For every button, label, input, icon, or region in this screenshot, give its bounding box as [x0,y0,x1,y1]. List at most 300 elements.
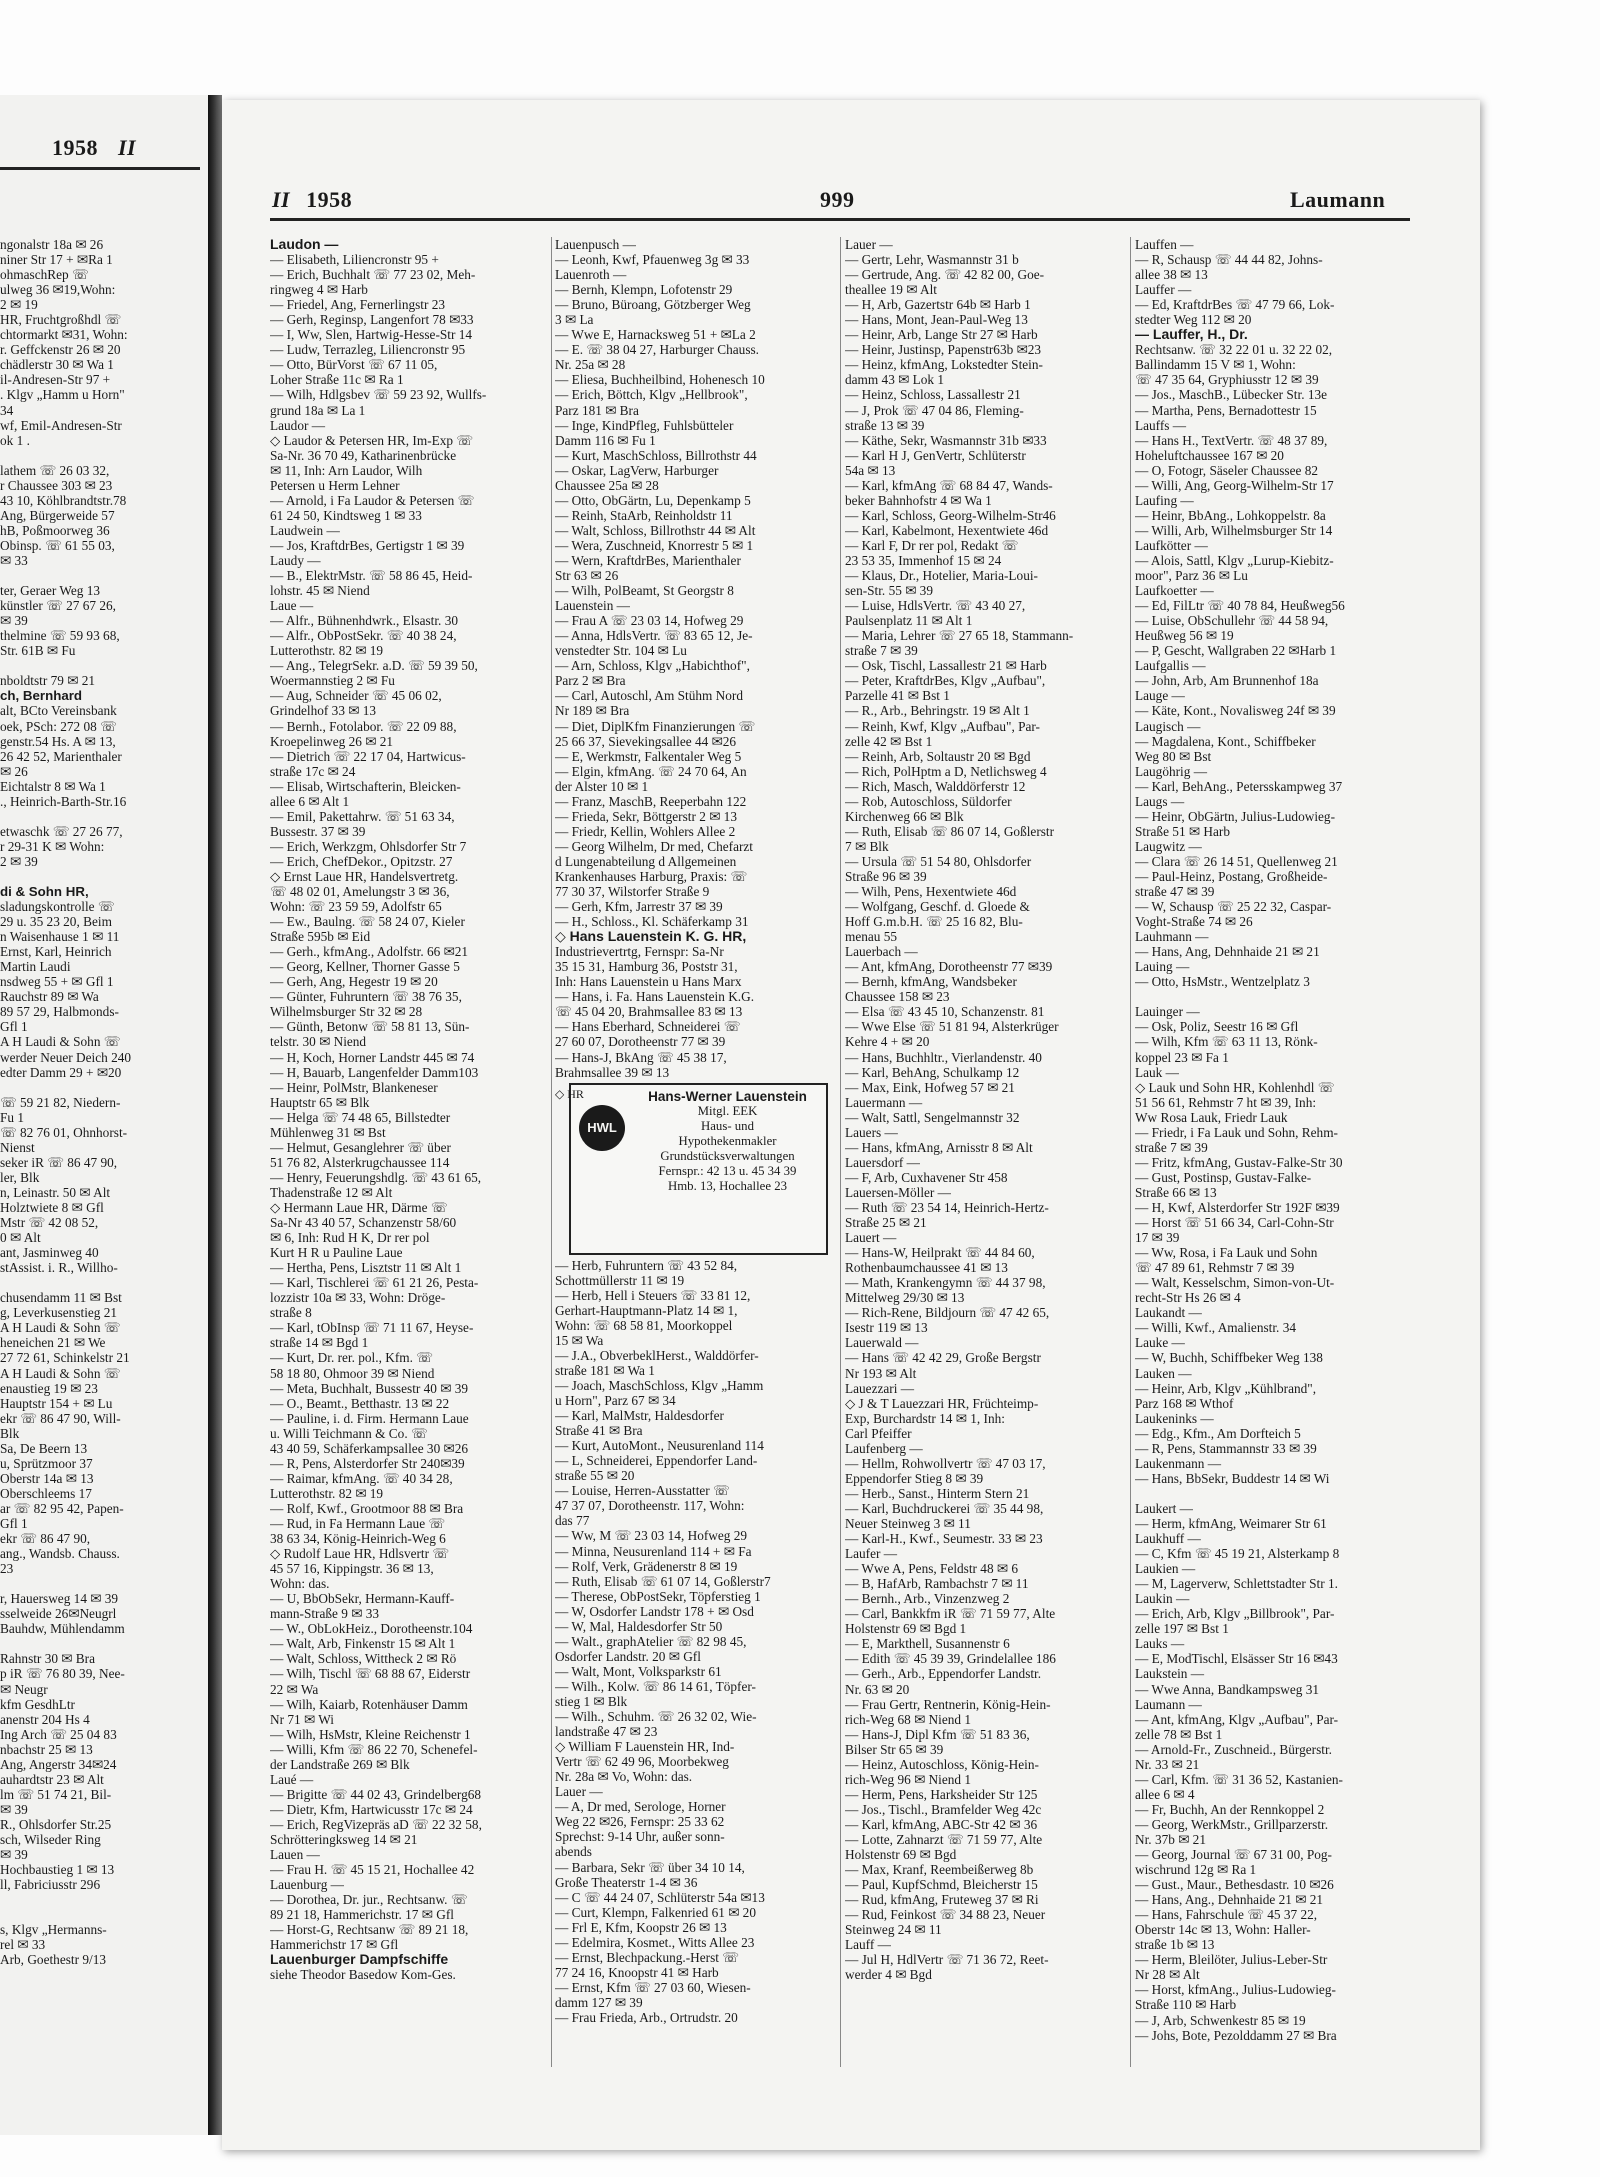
directory-entry: Martin Laudi [0,959,71,975]
directory-entry: — Horst, kfmAng., Julius-Ludowieg- [1135,1982,1336,1998]
directory-heading: di & Sohn HR, [0,884,89,900]
directory-entry: ok 1 . [0,432,30,448]
directory-column-4 [1135,237,1415,2043]
directory-entry: ringweg 4 ✉ Harb [270,282,368,298]
directory-entry: — Rob, Autoschloss, Süldorfer [845,793,1012,809]
directory-entry: 38 63 34, König-Heinrich-Weg 6 [270,1531,446,1547]
directory-entry: r Chaussee 303 ✉ 23 [0,477,113,493]
directory-column-2 [555,237,838,2025]
directory-entry: Lauersen-Möller — [845,1184,951,1200]
directory-entry: — Helga ☏ 74 48 65, Billstedter [270,1109,451,1125]
directory-entry: — Karl, Buchdruckerei ☏ 35 44 98, [845,1500,1044,1516]
directory-entry: Mittelweg 29/30 ✉ 13 [845,1290,965,1306]
directory-entry: straße 14 ✉ Bgd 1 [270,1335,369,1351]
directory-entry: Lauermann — [845,1094,923,1110]
directory-entry: — E, Werkmstr, Falkentaler Weg 5 [555,748,742,764]
directory-entry: — Dietrich ☏ 22 17 04, Hartwicus- [270,748,466,764]
directory-entry: der Landstraße 269 ✉ Blk [270,1756,410,1772]
directory-entry: — Hans-W, Heilprakt ☏ 44 84 60, [845,1245,1035,1261]
directory-entry: — Hans, Fahrschule ☏ 45 37 22, [1135,1907,1318,1923]
directory-entry: — Rich, PolHptm a D, Netlichsweg 4 [845,763,1047,779]
directory-entry: Holstenstr 69 ✉ Bgd 1 [845,1621,967,1637]
directory-entry: — Heinr, Justinsp, Papenstr63b ✉23 [845,342,1042,358]
directory-entry: — Wilh, Tischl ☏ 68 88 67, Eiderstr [270,1666,471,1682]
directory-entry: — F, Arb, Cuxhavener Str 458 [845,1169,1008,1185]
directory-entry: — H, Koch, Horner Landstr 445 ✉ 74 [270,1049,475,1065]
directory-entry: Große Theaterstr 1-4 ✉ 36 [555,1874,698,1890]
directory-entry: Kroepelinweg 26 ✉ 21 [270,733,394,749]
directory-entry: Mstr ☏ 42 08 52, [0,1215,99,1231]
directory-entry: — Willi, Kfm ☏ 86 22 70, Schenefel- [270,1741,478,1757]
directory-entry: — Frau Frieda, Arb., Ortrudstr. 20 [555,2009,738,2025]
directory-entry: 17 ✉ 39 [1135,1230,1180,1246]
directory-entry: — Hans, Buchhltr., Vierlandenstr. 40 [845,1049,1042,1065]
left-page-header [52,135,136,161]
directory-entry: — B, HafArb, Rambachstr 7 ✉ 11 [845,1576,1029,1592]
directory-entry: — W., ObLokHeiz., Dorotheenstr.104 [270,1621,473,1637]
directory-entry: — Carl, Bankkfm iR ☏ 71 59 77, Alte [845,1606,1056,1622]
header-volume: II [272,187,291,212]
directory-entry: — Barbara, Sekr ☏ über 34 10 14, [555,1859,745,1875]
directory-entry: Lauffs — [1135,417,1187,433]
directory-entry: n, Leinastr. 50 ✉ Alt [0,1184,111,1200]
directory-entry: ◇ Hermann Laue HR, Därme ☏ [270,1200,448,1215]
directory-entry: — Diet, DiplKfm Finanzierungen ☏ [555,718,756,734]
directory-entry: — R., Arb., Behringstr. 19 ✉ Alt 1 [845,703,1030,719]
directory-entry: anenstr 204 Hs 4 [0,1711,90,1727]
directory-entry: — Friedr, i Fa Lauk und Sohn, Rehm- [1135,1124,1338,1140]
directory-entry: Lauge — [1135,688,1185,704]
directory-entry: Nr 71 ✉ Wi [270,1711,334,1727]
directory-entry: — Otto, ObGärtn, Lu, Depenkamp 5 [555,492,751,508]
directory-entry: — Karl, BehAng., Petersskampweg 37 [1135,778,1343,794]
directory-entry [0,1907,205,1922]
directory-entry: Eppendorfer Stieg 8 ✉ 39 [845,1470,984,1486]
directory-entry: — Horst-G, Rechtsanw ☏ 89 21 18, [270,1922,469,1938]
directory-entry: 23 53 35, Immenhof 15 ✉ 24 [845,552,1002,568]
directory-entry: 22 ✉ Wa [270,1681,319,1697]
directory-entry: straße 1b ✉ 13 [1135,1937,1215,1953]
directory-entry: Thadenstraße 12 ✉ Alt [270,1184,393,1200]
left-header-rule [0,167,200,170]
directory-entry: ter, Geraer Weg 13 [0,583,101,599]
directory-entry: — Maria, Lehrer ☏ 27 65 18, Stammann- [845,628,1074,644]
directory-entry: ☏ 47 89 61, Rehmstr 7 ✉ 39 [1135,1260,1295,1276]
directory-entry: Sa-Nr. 36 70 49, Katharinenbrücke [270,447,457,463]
directory-entry: Blk [0,1425,20,1441]
directory-entry: Lauenstein — [555,598,630,614]
directory-entry: — U, BbObSekr, Hermann-Kauff- [270,1591,455,1607]
directory-entry: — Frau A ☏ 23 03 14, Hofweg 29 [555,613,744,629]
directory-entry: hB, Poßmoorweg 36 [0,522,110,538]
directory-entry: — Kurt, Dr. rer. pol., Kfm. ☏ [270,1350,433,1366]
directory-entry: Lauenburg — [270,1877,344,1893]
directory-entry: grund 18a ✉ La 1 [270,402,366,418]
directory-entry: etwaschk ☏ 27 26 77, [0,823,123,839]
directory-entry: seker iR ☏ 86 47 90, [0,1154,118,1170]
directory-entry: — Gertr, Lehr, Wasmannstr 31 b [845,252,1019,268]
directory-entry: — Walt., graphAtelier ☏ 82 98 45, [555,1633,747,1649]
directory-entry: ◇ Lauk und Sohn HR, Kohlenhdl ☏ [1135,1079,1335,1095]
directory-entry: — Herb., Sanst., Hinterm Stern 21 [845,1485,1030,1501]
directory-entry: ✉ 6, Inh: Rud H K, Dr rer pol [270,1230,430,1246]
directory-entry: — Ludw, Terrazleg, Liliencronstr 95 [270,342,466,358]
directory-entry: — Hertha, Pens, Lisztstr 11 ✉ Alt 1 [270,1260,462,1276]
directory-entry: Laukert — [1135,1500,1193,1516]
directory-entry: chtormarkt ✉31, Wohn: [0,327,128,343]
directory-entry: heneichen 21 ✉ We [0,1335,106,1351]
directory-entry: — Oskar, LagVerw, Harburger [555,462,719,478]
directory-entry: Lauffer — [1135,282,1192,298]
directory-entry: ✉ 39 [0,613,28,629]
directory-entry: — Gerh., kfmAng., Adolfstr. 66 ✉21 [270,944,469,960]
directory-entry: — Jos., MaschB., Lübecker Str. 13e [1135,387,1328,403]
directory-entry: — Elgin, kfmAng. ☏ 24 70 64, An [555,763,747,779]
directory-entry: — H., Schloss., Kl. Schäferkamp 31 [555,914,749,930]
directory-entry: Nr. 33 ✉ 21 [1135,1756,1200,1772]
directory-entry: Lauffen — [1135,237,1194,252]
directory-entry: — Erich, RegVizepräs aD ☏ 22 32 58, [270,1816,482,1832]
directory-entry: ekr ☏ 86 47 90, [0,1531,91,1547]
directory-entry: Ww Rosa Lauk, Friedr Lauk [1135,1109,1288,1125]
directory-entry: — Bernh, kfmAng, Wandsbeker [845,974,1017,990]
directory-entry: Laukandt — [1135,1305,1202,1321]
directory-entry: — Karl, Schloss, Georg-Wilhelm-Str46 [845,507,1056,523]
directory-entry: Laukeninks — [1135,1410,1214,1426]
directory-entry: 0 ✉ Alt [0,1230,41,1246]
directory-entry [0,1080,205,1095]
directory-entry: — Ursula ☏ 51 54 80, Ohlsdorfer [845,853,1032,869]
directory-entry: — Gust., Maur., Bethesdastr. 10 ✉26 [1135,1877,1334,1893]
directory-entry: Schrötteringksweg 14 ✉ 21 [270,1831,418,1847]
directory-entry: — Herm, Pens, Harksheider Str 125 [845,1786,1038,1802]
directory-entry: — L, Schneiderei, Eppendorfer Land- [555,1453,758,1469]
directory-entry: Straße 96 ✉ 39 [845,868,927,884]
directory-heading: — Lauffer, H., Dr. [1135,327,1248,343]
directory-entry: Lauke — [1135,1335,1185,1351]
directory-entry: — Hans, BbSekr, Buddestr 14 ✉ Wi [1135,1470,1330,1486]
directory-entry: enaustieg 19 ✉ 23 [0,1380,98,1396]
directory-entry: — R, Pens, Alsterdorfer Str 240✉39 [270,1455,465,1471]
directory-entry: — Reinh, Arb, Soltaustr 20 ✉ Bgd [845,748,1031,764]
directory-entry: — Wera, Zuschneid, Knorrestr 5 ✉ 1 [555,537,754,553]
directory-entry: — Reinh, StaArb, Reinholdstr 11 [555,507,733,523]
directory-entry: Arb, Goethestr 9/13 [0,1952,106,1968]
directory-entry: — Jul H, HdlVertr ☏ 71 36 72, Reet- [845,1952,1049,1968]
directory-entry: — Heinr, Arb, Lange Str 27 ✉ Harb [845,327,1038,343]
directory-entry: ll, Fabriciusstr 296 [0,1877,101,1893]
directory-entry: — Gerh, Reginsp, Langenfort 78 ✉33 [270,312,474,328]
advert-line: Hypothekenmakler [678,1133,777,1148]
directory-entry: — Ang., TelegrSekr. a.D. ☏ 59 39 50, [270,658,478,674]
directory-entry: — Walt, Schloss, Wittheck 2 ✉ Rö [270,1651,457,1667]
directory-column-3 [845,237,1128,1982]
directory-entry: — Fr, Buchh, An der Rennkoppel 2 [1135,1801,1325,1817]
directory-entry: — Heinz, kfmAng, Lokstedter Stein- [845,357,1043,373]
directory-entry [0,1892,205,1907]
directory-entry: — Rolf, Kwf., Grootmoor 88 ✉ Bra [270,1500,464,1516]
directory-entry: Chaussee 25a ✉ 28 [555,477,659,493]
directory-entry: rel ✉ 33 [0,1937,46,1953]
directory-entry: — O, Fotogr, Säseler Chaussee 82 [1135,462,1319,478]
directory-entry: Lauing — [1135,959,1190,975]
directory-entry: 61 24 50, Kindtsweg 1 ✉ 33 [270,507,422,523]
directory-entry: Industrievertrtg, Fernspr: Sa-Nr [555,944,724,960]
directory-entry: straße 7 ✉ 39 [845,643,918,659]
directory-entry: — Alois, Sattl, Klgv „Lurup-Kiebitz- [1135,552,1334,568]
directory-entry: HR, Fruchtgroßhdl ☏ [0,312,122,328]
directory-entry: Laumann — [1135,1696,1202,1712]
directory-entry: R., Ohlsdorfer Str.25 [0,1816,112,1832]
directory-entry: Laue — [270,598,314,614]
directory-entry: — Hans, Ang, Dehnhaide 21 ✉ 21 [1135,944,1320,960]
directory-entry: 43 40 59, Schäferkampsallee 30 ✉26 [270,1440,468,1456]
directory-entry: der Alster 10 ✉ 1 [555,778,649,794]
directory-entry: — Jos, KraftdrBes, Gertigstr 1 ✉ 39 [270,537,465,553]
directory-entry: — Fritz, kfmAng, Gustav-Falke-Str 30 [1135,1154,1343,1170]
directory-entry: — Hans, Mont, Jean-Paul-Weg 13 [845,312,1028,328]
directory-entry: — Martha, Pens, Bernadottestr 15 [1135,402,1317,418]
directory-entry: — Bernh., Fotolabor. ☏ 22 09 88, [270,718,457,734]
directory-entry: 51 56 61, Rehmstr 7 ht ✉ 39, Inh: [1135,1094,1317,1110]
directory-entry: — Gerh, Kfm, Jarrestr 37 ✉ 39 [555,899,723,915]
directory-entry: Wohn: ☏ 68 58 81, Moorkoppel [555,1317,733,1333]
directory-entry: zelle 78 ✉ Bst 1 [1135,1726,1223,1742]
directory-entry: Gfl 1 [0,1019,28,1035]
directory-entry: stieg 1 ✉ Blk [555,1693,628,1709]
directory-entry: Neuer Steinweg 3 ✉ 11 [845,1515,971,1531]
directory-entry: auhardtstr 23 ✉ Alt [0,1771,104,1787]
directory-entry: Lauer — [555,1784,603,1800]
directory-entry: — Paul-Heinz, Postang, Großheide- [1135,868,1328,884]
directory-entry: — Therese, ObPostSekr, Töpferstieg 1 [555,1588,761,1604]
directory-entry: niner Str 17 + ✉Ra 1 [0,252,113,268]
directory-entry: Lauer — [845,237,893,252]
directory-entry: Lutterothstr. 82 ✉ 19 [270,1485,384,1501]
directory-entry: Lauk — [1135,1064,1179,1080]
advert-line: Grundstücksverwaltungen [660,1148,795,1163]
directory-entry: — Erich, Werkzgm, Ohlsdorfer Str 7 [270,838,467,854]
directory-entry: — Wern, KraftdrBes, Marienthaler [555,552,741,568]
directory-entry: koppel 23 ✉ Fa 1 [1135,1049,1229,1065]
directory-entry: — Wilh, Kaiarb, Rotenhäuser Damm [270,1696,468,1712]
directory-entry: Laudwein — [270,522,340,538]
directory-entry: Nr. 37b ✉ 21 [1135,1831,1206,1847]
directory-entry: — Karl F, Dr rer pol, Redakt ☏ [845,537,1019,553]
directory-entry: ✉ 33 [0,552,28,568]
directory-entry: Hauptstr 65 ✉ Blk [270,1094,370,1110]
directory-entry: — Georg, Journal ☏ 67 31 00, Pog- [1135,1847,1332,1863]
directory-entry: — Ant, kfmAng, Klgv „Aufbau", Par- [1135,1711,1339,1727]
directory-entry: — Alfr., ObPostSekr. ☏ 40 38 24, [270,628,457,644]
directory-entry: Hochbaustieg 1 ✉ 13 [0,1862,115,1878]
directory-entry: Laufing — [1135,492,1194,508]
directory-entry: straße 17c ✉ 24 [270,763,356,779]
directory-entry: ✉ 11, Inh: Arn Laudor, Wilh [270,462,423,478]
directory-entry: Rechtsanw. ☏ 32 22 01 u. 32 22 02, [1135,342,1333,358]
directory-entry: Bauhdw, Mühlendamm [0,1621,125,1637]
directory-entry: Sa-Nr 43 40 57, Schanzenstr 58/60 [270,1215,457,1231]
directory-entry: — Wolfgang, Geschf. d. Gloede & [845,899,1030,915]
directory-entry: ◇ Rudolf Laue HR, Hdlsvertr ☏ [270,1546,450,1562]
directory-entry: — Georg, WerkMstr., Grillparzerstr. [1135,1816,1329,1832]
directory-entry: r 29-31 K ✉ Wohn: [0,838,105,854]
directory-entry: — Wilh, PolBeamt, St Georgstr 8 [555,583,734,599]
directory-entry: — Otto, BürVorst ☏ 67 11 05, [270,357,438,373]
directory-entry: g, Leverkusenstieg 21 [0,1305,118,1321]
directory-entry: — Karl, Tischlerei ☏ 61 21 26, Pesta- [270,1275,479,1291]
directory-entry: Damm 116 ✉ Fu 1 [555,432,656,448]
directory-entry: p iR ☏ 76 80 39, Nee- [0,1666,125,1682]
directory-entry: Laukien — [1135,1561,1196,1577]
directory-entry: — Arnold-Fr., Zuschneid., Bürgerstr. [1135,1741,1332,1757]
directory-entry: — Alfr., Bühnenhdwrk., Elsastr. 30 [270,613,458,629]
directory-entry: Gfl 1 [0,1515,28,1531]
directory-entry: zelle 197 ✉ Bst 1 [1135,1621,1229,1637]
directory-entry: lm ☏ 51 74 21, Bil- [0,1786,112,1802]
directory-entry: — Helmut, Gesanglehrer ☏ über [270,1139,451,1155]
directory-entry: — Math, Krankengymn ☏ 44 37 98, [845,1275,1046,1291]
directory-entry: — Henry, Feuerungshdlg. ☏ 43 61 65, [270,1169,482,1185]
directory-entry: — Georg, Kellner, Thorner Gasse 5 [270,959,460,975]
directory-entry: 35 15 31, Hamburg 36, Poststr 31, [555,959,738,975]
directory-entry: — B., ElektrMstr. ☏ 58 86 45, Heid- [270,568,473,584]
advert-text [633,1089,822,1194]
left-header-year: 1958 [52,135,98,160]
directory-entry: straße 181 ✉ Wa 1 [555,1362,655,1378]
directory-entry: r. Geffckenstr 26 ✉ 20 [0,342,121,358]
directory-entry: 51 76 82, Alsterkrugchaussee 114 [270,1154,450,1170]
directory-entry: — Magdalena, Kont., Schiffbeker [1135,733,1316,749]
directory-entry: Laufenberg — [845,1440,923,1456]
directory-entry: Lauen — [270,1847,320,1863]
directory-entry [0,448,205,463]
directory-entry: — Walt, Kesselschm, Simon-von-Ut- [1135,1275,1335,1291]
directory-entry: Osdorfer Landstr. 20 ✉ Gfl [555,1648,701,1664]
directory-entry [1135,989,1415,1004]
directory-entry: straße 13 ✉ 39 [845,417,925,433]
directory-entry: allee 6 ✉ 4 [1135,1786,1195,1802]
directory-entry: Chaussee 158 ✉ 23 [845,989,950,1005]
directory-entry: 29 u. 35 23 20, Beim [0,914,112,930]
directory-entry: — Karl-H., Kwf., Seumestr. 33 ✉ 23 [845,1531,1043,1547]
directory-entry: Kirchenweg 66 ✉ Blk [845,808,964,824]
directory-entry: rich-Weg 68 ✉ Niend 1 [845,1711,972,1727]
directory-entry: A H Laudi & Sohn ☏ [0,1365,121,1381]
directory-entry: — Ww, M ☏ 23 03 14, Hofweg 29 [555,1528,748,1544]
directory-entry: — C ☏ 44 24 07, Schlüterstr 54a ✉13 [555,1889,765,1905]
directory-entry: ☏ 45 04 20, Brahmsallee 83 ✉ 13 [555,1004,743,1020]
directory-entry: ler, Blk [0,1169,40,1185]
advert-line: Hmb. 13, Hochallee 23 [667,1178,788,1193]
directory-entry: — Louise, Herren-Ausstatter ☏ [555,1483,730,1499]
directory-heading: Laudon — [270,237,339,252]
directory-entry: Ang, Angerstr 34✉24 [0,1756,117,1772]
directory-entry: — Inge, KindPfleg, Fuhlsbütteler [555,417,734,433]
directory-entry: ◇ J & T Lauezzari HR, Früchteimp- [845,1395,1039,1411]
directory-entry: Rothenbaumchaussee 41 ✉ 13 [845,1260,1008,1276]
directory-entry: — J, Prok ☏ 47 04 86, Fleming- [845,402,1024,418]
directory-entry: — Ww, Rosa, i Fa Lauk und Sohn [1135,1245,1318,1261]
directory-entry: Schottmüllerstr 11 ✉ 19 [555,1272,685,1288]
directory-entry: Lauersdorf — [845,1154,920,1170]
directory-entry: ., Heinrich-Barth-Str.16 [0,793,127,809]
directory-entry: 89 57 29, Halbmonds- [0,1004,119,1020]
directory-entry: straße 7 ✉ 39 [1135,1139,1208,1155]
directory-entry: — C, Kfm ☏ 45 19 21, Alsterkamp 8 [1135,1546,1340,1562]
directory-entry: — Rolf, Verk, Grädenerstr 8 ✉ 19 [555,1558,738,1574]
directory-entry: Isestr 119 ✉ 13 [845,1320,928,1336]
directory-entry: — Herb, Hell i Steuers ☏ 33 81 12, [555,1287,751,1303]
directory-entry: zelle 42 ✉ Bst 1 [845,733,933,749]
directory-entry: 2 ✉ 19 [0,297,38,313]
directory-entry: — Lotte, Zahnarzt ☏ 71 59 77, Alte [845,1831,1043,1847]
directory-entry: Lauerwald — [845,1335,919,1351]
directory-entry: ◇ Ernst Laue HR, Handelsvertretg. [270,868,459,884]
directory-entry: — Horst ☏ 51 66 34, Carl-Cohn-Str [1135,1215,1334,1231]
directory-entry: — Reinh, Kwf, Klgv „Aufbau", Par- [845,718,1040,734]
directory-entry: Straße 110 ✉ Harb [1135,1997,1237,2013]
directory-entry: — Heinr, PolMstr, Blankeneser [270,1079,438,1095]
directory-entry: — Erich, Buchhalt ☏ 77 23 02, Meh- [270,267,476,283]
directory-entry: — Karl, BehAng, Schulkamp 12 [845,1064,1020,1080]
directory-entry: Laufkötter — [1135,537,1208,553]
directory-entry: A H Laudi & Sohn ☏ [0,1320,121,1336]
directory-entry: ✉ 26 [0,763,28,779]
directory-entry [0,809,205,824]
directory-entry: Holstenstr 69 ✉ Bgd [845,1847,957,1863]
directory-entry: — Elsa ☏ 43 45 10, Schanzenstr. 81 [845,1004,1045,1020]
directory-entry: 25 66 37, Sievekingsallee 44 ✉26 [555,733,737,749]
directory-entry: — Ruth, Elisab ☏ 86 07 14, Goßlerstr [845,823,1055,839]
directory-entry: Bussestr. 37 ✉ 39 [270,823,366,839]
directory-entry: — Carl, Kfm. ☏ 31 36 52, Kastanien- [1135,1771,1343,1787]
directory-heading: ◇ Hans Lauenstein K. G. HR, [555,929,747,945]
directory-entry: — Karl H J, GenVertr, Schlüterstr [845,447,1026,463]
directory-entry: Woermannstieg 2 ✉ Fu [270,673,395,689]
directory-entry: — Karl, kfmAng, ABC-Str 42 ✉ 36 [845,1816,1038,1832]
directory-entry: — Karl, kfmAng ☏ 68 84 47, Wands- [845,477,1053,493]
directory-entry: sen-Str. 55 ✉ 39 [845,583,933,599]
directory-entry: il-Andresen-Str 97 + [0,372,111,388]
directory-entry: — Hans, i. Fa. Hans Lauenstein K.G. [555,989,755,1005]
directory-entry: — Elisab, Wirtschafterin, Bleicken- [270,778,461,794]
directory-entry: Hauptstr 154 + ✉ Lu [0,1395,113,1411]
directory-entry: Loher Straße 11c ✉ Ra 1 [270,372,404,388]
directory-entry: 89 21 18, Hammerichstr. 17 ✉ Gfl [270,1907,454,1923]
directory-entry: ngonalstr 18a ✉ 26 [0,237,104,252]
directory-entry: — Pauline, i. d. Firm. Hermann Laue [270,1410,469,1426]
directory-entry: Bilser Str 65 ✉ 39 [845,1741,944,1757]
directory-entry: — M, Lagerverw, Schlettstadter Str 1. [1135,1576,1338,1592]
directory-entry: — O., Beamt., Betthastr. 13 ✉ 22 [270,1395,450,1411]
directory-entry: siehe Theodor Basedow Kom-Ges. [270,1967,456,1983]
header-year: 1958 [306,187,353,212]
directory-entry: . Klgv „Hamm u Horn" [0,387,125,403]
directory-entry: u Horn", Parz 67 ✉ 34 [555,1393,676,1409]
directory-entry: Nr 189 ✉ Bra [555,703,630,719]
directory-entry: — Ernst, Kfm ☏ 27 03 60, Wiesen- [555,1979,751,1995]
directory-entry: thelmine ☏ 59 93 68, [0,628,120,644]
directory-entry: nboldtstr 79 ✉ 21 [0,673,95,689]
directory-entry: Straße 41 ✉ Bra [555,1423,643,1439]
directory-entry: — Heinr, ObGärtn, Julius-Ludowieg- [1135,808,1335,824]
directory-entry: — Edg., Kfm., Am Dorfteich 5 [1135,1425,1301,1441]
directory-entry: Lutterothstr. 82 ✉ 19 [270,643,384,659]
directory-entry: Grindelhof 33 ✉ 13 [270,703,377,719]
directory-entry: — Heinr, Arb, Klgv „Kühlbrand", [1135,1380,1317,1396]
directory-entry: ekr ☏ 86 47 90, Will- [0,1410,121,1426]
